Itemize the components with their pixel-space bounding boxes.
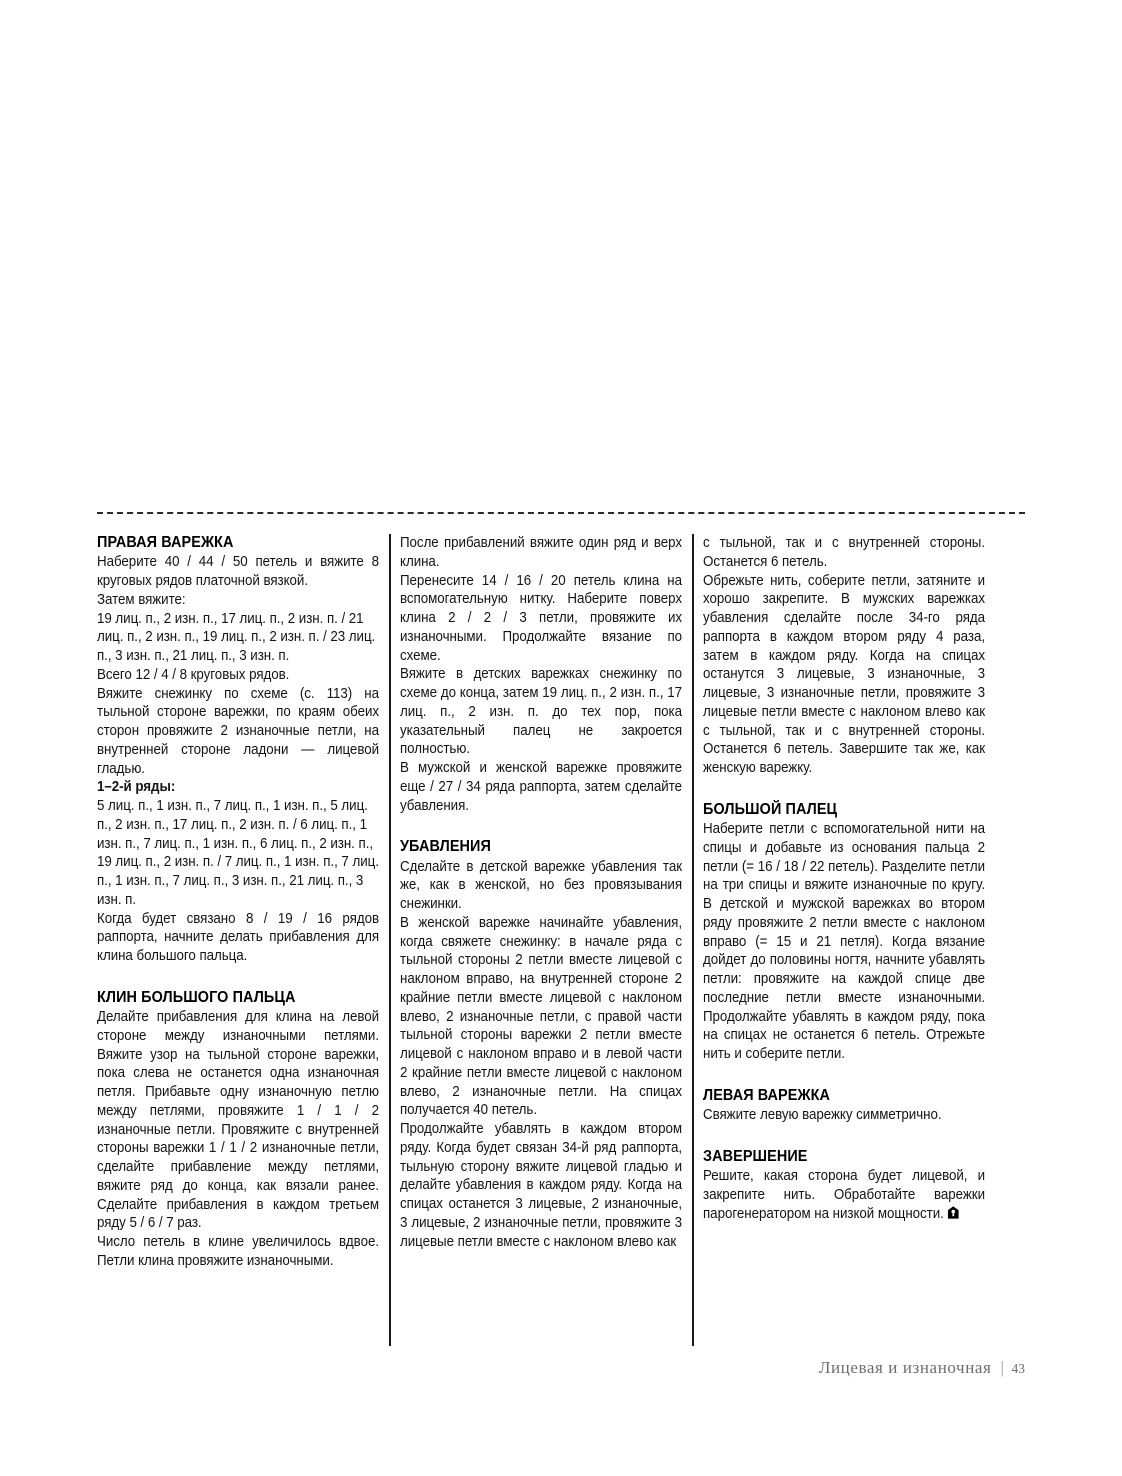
section-heading-right-mitten: ПРАВАЯ ВАРЕЖКА xyxy=(97,534,234,551)
text-column-3 xyxy=(703,534,985,1346)
paragraph: Продолжайте убавлять в каждом втором ряду. Когда будет связан 34-й ряд раппорта, тыльную сторону вяжите лицевой гладью и делайте убавления в каждом ряду. Когда на спицах останется 3 лицевые, 2 изнаночные, 3 лицевые, 2 изнаночные петли, провяжите 3 лицевые петли вместе с наклоном влево как xyxy=(400,1121,683,1250)
paragraph: Перенесите 14 / 16 / 20 петель клина на вспомогательную нитку. Наберите поверх клина 2 / 2 / 3 петли, провяжите их изнаночными. Продолжайте вязание по схеме. xyxy=(400,572,683,664)
dashed-separator-rule xyxy=(97,512,1025,514)
paragraph: Свяжите левую варежку симметрично. xyxy=(703,1107,942,1124)
three-column-article xyxy=(97,534,1025,1346)
paragraph: Обрежьте нить, соберите петли, затяните и хорошо закрепите. В мужских варежках убавления сделайте после 34-го ряда раппорта в каждом втором ряду 4 раза, затем в каждом ряду. Когда на спицах останутся 3 лицевые, 3 изнаночные, 3 лицевые, 3 изнаночные петли, провяжите 3 лицевые петли вместе с наклоном влево как с тыльной, так и с внутренней стороны. Останется 6 петель. Завершите так же, как женскую варежку. xyxy=(703,572,986,776)
paragraph: Делайте прибавления для клина на левой стороне между изнаночными петлями. Вяжите узор на тыльной стороне варежки, пока слева не останется одна изнаночная петля. Прибавьте одну изнаночную петлю между петлями, провяжите 1 / 1 / 2 изнаночные петли. Провяжите с внутренней стороны варежки 1 / 1 / 2 изнаночные петли, сделайте прибавление между петлями, вяжите ряд до конца, как вязали ранее. Сделайте прибавления в каждом третьем ряду 5 / 6 / 7 раз. xyxy=(97,1009,380,1232)
paragraph: Вяжите в детских варежках снежинку по схеме до конца, затем 19 лиц. п., 2 изн. п., 17 лиц. п., 2 изн. п. до тех пор, пока указательный палец не закроется полностью. xyxy=(400,666,683,758)
paragraph: Сделайте в детской варежке убавления так же, как в женской, но без провязывания снежинки. xyxy=(400,858,683,913)
footer-separator: | xyxy=(1000,1358,1005,1377)
paragraph: В женской варежке начинайте убавления, когда свяжете снежинку: в начале ряда с тыльной стороны 2 петли вместе лицевой с наклоном вправо, на внутренней стороне 2 крайние петли вместе лицевой с наклоном влево, 2 изнаночные петли, с правой части тыльной стороны варежки 2 петли вместе лицевой с наклоном вправо и в левой части 2 крайние петли вместе лицевой с наклоном влево, 2 изнаночные петли. На спицах получается 40 петель. xyxy=(400,914,683,1119)
end-of-article-icon xyxy=(947,1206,959,1219)
text-column-2 xyxy=(400,534,682,1346)
paragraph: Наберите 40 / 44 / 50 петель и вяжите 8 круговых рядов платочной вязкой. xyxy=(97,554,380,590)
paragraph: Всего 12 / 4 / 8 круговых рядов. xyxy=(97,666,290,683)
paragraph: Число петель в клине увеличилось вдвое. Петли клина провяжите изнаночными. xyxy=(97,1234,380,1269)
section-heading-thumb: БОЛЬШОЙ ПАЛЕЦ xyxy=(703,800,838,818)
page-number: 43 xyxy=(1011,1361,1025,1376)
section-heading-thumb-gusset: КЛИН БОЛЬШОГО ПАЛЬЦА xyxy=(97,988,296,1006)
paragraph-text: Решите, какая сторона будет лицевой, и закрепите нить. Обработайте варежки парогенератором на низкой мощности. xyxy=(703,1168,986,1222)
paragraph: Затем вяжите: xyxy=(97,591,186,608)
paragraph: В мужской и женской варежке провяжите еще / 27 / 34 ряда раппорта, затем сделайте убавления. xyxy=(400,760,683,814)
section-heading-left-mitten: ЛЕВАЯ ВАРЕЖКА xyxy=(703,1086,830,1104)
paragraph: Наберите петли с вспомогательной нити на спицы и добавьте из основания пальца 2 петли (= 16 / 18 / 22 петель). Разделите петли на три спицы и вяжите изнаночные по кругу. В детской и мужской варежках во втором ряду провяжите 2 петли вместе с наклоном вправо (= 15 и 21 петля). Когда вязание дойдет до половины ногтя, начните убавлять петли: провяжите на каждой спице две последние петли вместе изнаночными. Продолжайте убавлять в каждом ряду, пока на спицах не останется 6 петель. Отрежьте нить и соберите петли. xyxy=(703,821,986,1063)
paragraph-with-endmark xyxy=(703,1167,985,1223)
section-heading-decreases: УБАВЛЕНИЯ xyxy=(400,838,491,856)
column-divider-1 xyxy=(379,534,400,1346)
section-heading-finishing: ЗАВЕРШЕНИЕ xyxy=(703,1147,808,1165)
paragraph: 5 лиц. п., 1 изн. п., 7 лиц. п., 1 изн. п., 5 лиц. п., 2 изн. п., 17 лиц. п., 2 изн. п. / 6 лиц. п., 1 изн. п., 7 лиц. п., 1 изн. п., 6 лиц. п., 2 изн. п., 19 лиц. п., 2 изн. п. / 7 лиц. п., 1 изн. п., 7 лиц. п., 1 изн. п., 7 лиц. п., 3 изн. п., 21 лиц. п., 3 изн. п. xyxy=(97,798,379,908)
paragraph: 19 лиц. п., 2 изн. п., 17 лиц. п., 2 изн. п. / 21 лиц. п., 2 изн. п., 19 лиц. п., 2 изн. п. / 23 лиц. п., 3 изн. п., 21 лиц. п., 3 изн. п. xyxy=(97,610,376,665)
paragraph: После прибавлений вяжите один ряд и верх клина. xyxy=(400,535,683,570)
paragraph: Вяжите снежинку по схеме (с. 113) на тыльной стороне варежки, по краям обеих сторон провяжите 2 изнаночные петли, на внутренней стороне ладони — лицевой гладью. xyxy=(97,685,380,777)
page-footer xyxy=(97,1358,1025,1378)
paragraph: Когда будет связано 8 / 19 / 16 рядов раппорта, начните делать прибавления для клина большого пальца. xyxy=(97,910,380,965)
subheading-rows-1-2: 1–2-й ряды: xyxy=(97,779,176,796)
text-column-1 xyxy=(97,534,379,1346)
paragraph: с тыльной, так и с внутренней стороны. Останется 6 петель. xyxy=(703,535,986,570)
column-divider-2 xyxy=(682,534,703,1346)
footer-title: Лицевая и изнаночная xyxy=(818,1358,992,1377)
